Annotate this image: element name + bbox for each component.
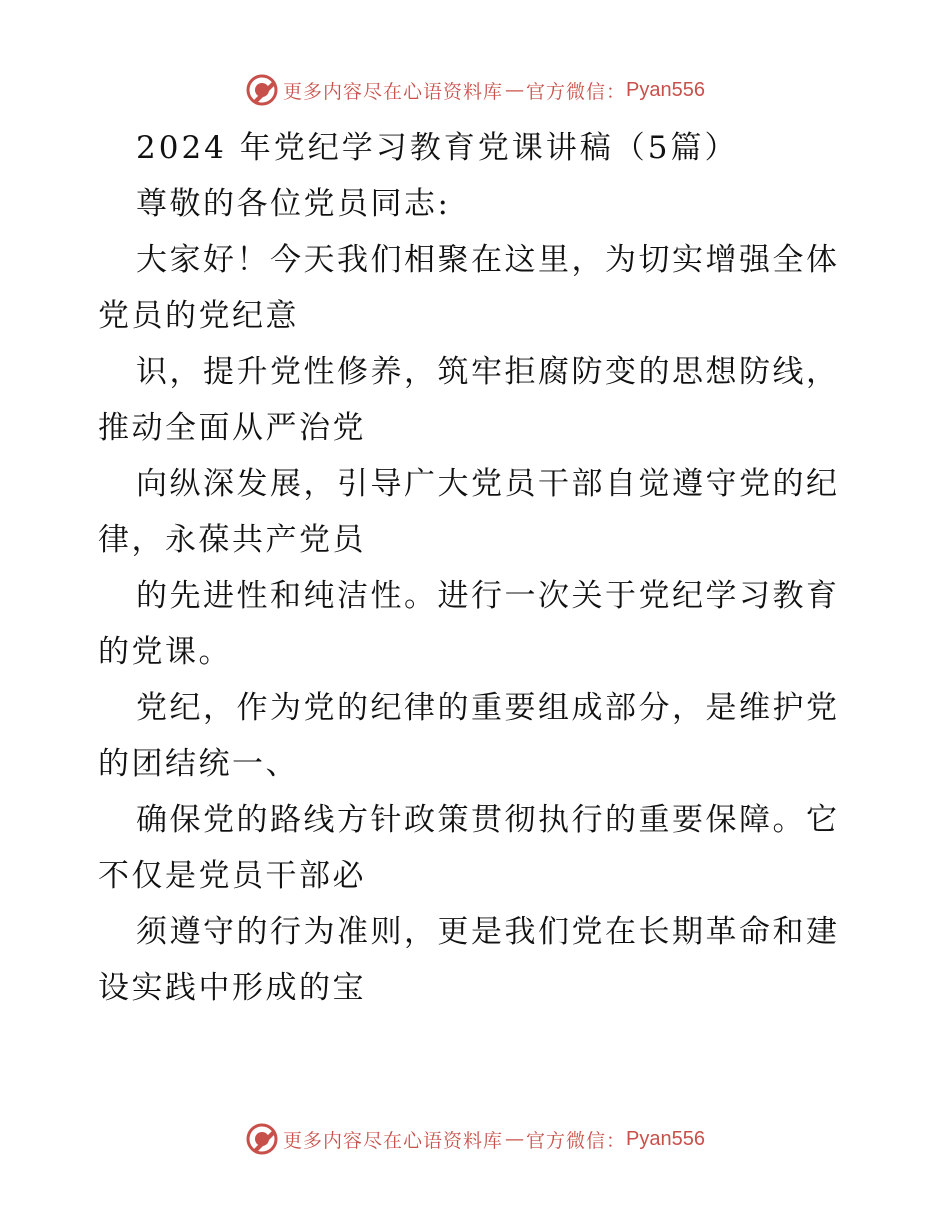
paragraph-line: 设实践中形成的宝 <box>98 970 366 1006</box>
banner-dash: — <box>505 1128 525 1150</box>
banner-wechat-id: Pyan556 <box>626 78 705 101</box>
banner-wechat-label: 官方微信： <box>526 1129 627 1152</box>
footer-watermark-banner <box>0 1119 950 1159</box>
banner-wechat-label: 官方微信： <box>526 80 627 103</box>
red-seal-pen-logo-icon <box>245 1122 279 1156</box>
paragraph-line: 律，永葆共产党员 <box>98 522 366 558</box>
banner-wechat-id: Pyan556 <box>626 1127 705 1150</box>
banner-site-text: 更多内容尽在心语资料库 <box>283 1129 504 1152</box>
document-body <box>98 120 858 1016</box>
paragraph-line: 推动全面从严治党 <box>98 410 366 446</box>
paragraph-line: 识，提升党性修养，筑牢拒腐防变的思想防线， <box>136 354 840 390</box>
paragraph-line: 大家好！今天我们相聚在这里，为切实增强全体 <box>136 242 840 278</box>
paragraph-line: 的党课。 <box>98 634 232 670</box>
header-watermark-banner <box>0 70 950 110</box>
paragraph-line: 的先进性和纯洁性。进行一次关于党纪学习教育 <box>136 578 840 614</box>
paragraph-line: 的团结统一、 <box>98 746 299 782</box>
paragraph-line: 不仅是党员干部必 <box>98 858 366 894</box>
paragraph-line: 向纵深发展，引导广大党员干部自觉遵守党的纪 <box>136 466 840 502</box>
banner-site-text: 更多内容尽在心语资料库 <box>283 80 504 103</box>
paragraph-line: 确保党的路线方针政策贯彻执行的重要保障。它 <box>136 802 840 838</box>
salutation: 尊敬的各位党员同志: <box>136 186 451 222</box>
banner-dash: — <box>505 79 525 101</box>
document-title: 2024 年党纪学习教育党课讲稿（5篇） <box>136 130 739 166</box>
paragraph-line: 党纪，作为党的纪律的重要组成部分，是维护党 <box>136 690 840 726</box>
paragraph-line: 党员的党纪意 <box>98 298 299 334</box>
red-seal-pen-logo-icon <box>245 73 279 107</box>
paragraph-line: 须遵守的行为准则，更是我们党在长期革命和建 <box>136 914 840 950</box>
